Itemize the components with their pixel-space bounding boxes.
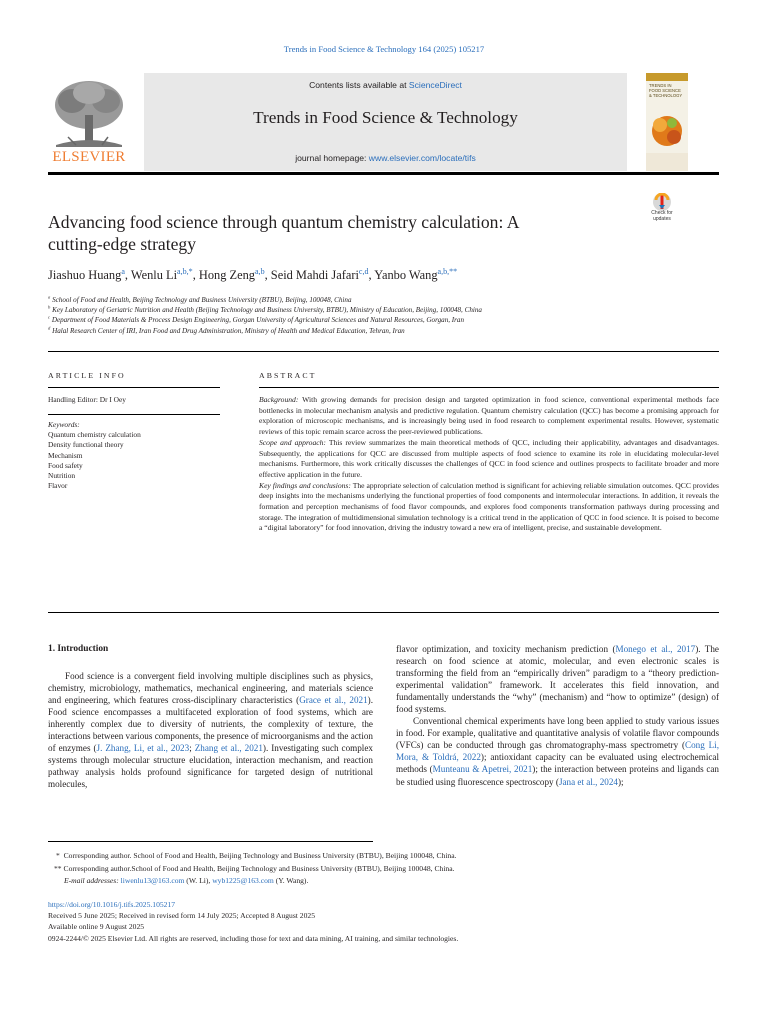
footnote-corr2-text: Corresponding author.School of Food and Health, Beijing Technology and Business University (BTBU), Beijing 100048, China. (63, 863, 455, 873)
keyword-list (48, 430, 220, 491)
body-text: Conventional chemical experiments have long been applied to study various issues in food. For example, qualitative and quantitative analysis of volatile flavor compounds (VFCs) can be conducted through gas chromatography-mass spectrometry ( (396, 716, 719, 751)
affiliation-row (48, 305, 668, 315)
received-dates: Received 5 June 2025; Received in revised form 14 July 2025; Accepted 8 August 2025 (48, 911, 315, 921)
intro-paragraph-2 (396, 715, 719, 787)
affiliation-sup: d (48, 325, 51, 331)
available-online: Available online 9 August 2025 (48, 922, 145, 932)
affiliation-row (48, 295, 668, 305)
doi-link[interactable]: https://doi.org/10.1016/j.tifs.2025.105217 (48, 900, 176, 909)
citation-link[interactable]: Cong Li, Mora, & Toldrá, 2022 (396, 740, 719, 763)
author-affiliation-sup[interactable]: a,b (254, 266, 265, 276)
body-text: ); antioxidant capacity can be evaluated using electrochemical methods ( (396, 752, 719, 775)
header-rule (48, 172, 719, 175)
email-who-1: (W. Li), (184, 876, 213, 885)
keywords-block (48, 420, 220, 491)
author-separator: , (124, 268, 131, 282)
footnote-double-star: ** (54, 863, 64, 873)
author-name[interactable]: Hong Zeng (198, 268, 255, 282)
citation-link[interactable]: Jana et al., 2024 (558, 776, 618, 787)
author-affiliation-sup[interactable]: a,b,* (177, 266, 193, 276)
footnote-rule (48, 841, 373, 842)
affiliation-rule (48, 351, 719, 352)
journal-title: Trends in Food Science & Technology (253, 108, 518, 127)
citation-link[interactable]: Monego et al., 2017 (615, 644, 696, 654)
abstract-body (259, 395, 719, 534)
article-info-rule (48, 387, 220, 388)
publication-info (48, 899, 738, 944)
journal-homepage (144, 153, 627, 163)
affiliation-text: Department of Food Materials & Process Design Engineering, Gorgan University of Agricultural Sciences and Natural Resources, Gorgan, Iran (50, 316, 464, 325)
affiliation-list (48, 295, 668, 336)
intro-left-column (48, 670, 373, 790)
affiliation-row (48, 315, 668, 325)
affiliation-sup: c (48, 315, 51, 321)
keyword-item: Flavor (48, 481, 68, 491)
footnote-corr1-text: Corresponding author. School of Food and Health, Beijing Technology and Business University (BTBU), Beijing 100048, China. (63, 851, 457, 860)
crossmark-line2: updates (653, 215, 671, 222)
crossmark-label[interactable] (645, 211, 679, 222)
homepage-prefix: journal homepage: (295, 153, 369, 163)
abstract-rule (259, 387, 719, 388)
footnote-corr2 (48, 863, 738, 876)
abstract-section-label: Key findings and conclusions: (259, 480, 351, 490)
citation-link[interactable]: Grace et al., 2021 (299, 695, 368, 706)
author-affiliation-sup[interactable]: a (121, 266, 125, 276)
body-text: flavor optimization, and toxicity mechanism prediction ( (396, 644, 616, 654)
body-text: ; (189, 743, 195, 754)
author-separator: , (264, 268, 271, 282)
affiliation-text: Key Laboratory of Geriatric Nutrition and Health (Beijing Technology and Business University, BTBU), Ministry of Education, Beijing, 100048, China (50, 306, 482, 315)
affiliation-text: School of Food and Health, Beijing Technology and Business University (BTBU), Beijing, 100048, China (50, 296, 352, 304)
abstract-section-label: Background: (259, 395, 299, 404)
footnote-corr1 (48, 850, 738, 863)
contents-line (144, 80, 627, 90)
article-title (48, 211, 618, 255)
email-link-1[interactable]: liwenlu13@163.com (120, 876, 185, 885)
running-header[interactable]: Trends in Food Science & Technology 164 (2025) 105217 (283, 44, 485, 54)
cover-title-line1: TRENDS IN (649, 83, 672, 88)
affiliation-text: Halal Research Center of IRI, Iran Food and Drug Administration, Ministry of Health and Medical Education, Tehran, Iran (50, 326, 405, 335)
abstract-section-text: The appropriate selection of calculation method is significant for achieving reliable simulation outcomes. QCC provides deep insights into the mechanisms underlying the functional properties of food components and intermolecular interactions. In addition, it reveals the formation and perception mechanisms of food flavor compounds, and explores food components transformation pathways during processing and storage. The integration of multidimensional simulation technology is a critical trend in the application of QCC in food science. It is poised to become a “digital laboratory” for food innovation, driving the industry toward a new era of intelligent, precise, and sustainable development. (259, 480, 719, 533)
abstract-section (259, 395, 719, 438)
abstract-section (259, 438, 719, 481)
author-name[interactable]: Jiashuo Huang (48, 268, 122, 282)
intro-paragraph-1-cont (396, 643, 719, 715)
author-name[interactable]: Wenlu Li (130, 268, 178, 282)
citation-link[interactable]: Munteanu & Apetrei, 2021 (432, 764, 533, 775)
intro-right-column (396, 643, 719, 788)
copyright: 0924-2244/© 2025 Elsevier Ltd. All rights are reserved, including those for text and data mining, AI training, and similar technologies. (48, 933, 459, 943)
body-text: Food science is a convergent field involving multiple disciplines such as physics, chemistry, microbiology, mathematics, mechanical engineering, and materials science and engineering, which features cross-disciplinary characteristics ( (48, 671, 373, 706)
author-affiliation-sup[interactable]: a,b,** (437, 266, 458, 276)
abstract-section (259, 481, 719, 535)
email-link-2[interactable]: wyb1225@163.com (212, 876, 274, 885)
footnote-emails (48, 875, 738, 888)
body-text: ). Food science encompasses a multifaceted exploration of food systems, which are inherently complex due to diversity of nutrients, the complexity of texture, the interactions between various components, the presence of microorganisms and the action of enzymes ( (48, 695, 373, 754)
author-separator: , (192, 268, 199, 282)
section-heading-introduction: 1. Introduction (48, 644, 109, 654)
affiliation-sup: a (48, 294, 51, 300)
article-info-heading: ARTICLE INFO (48, 371, 126, 380)
author-affiliation-sup[interactable]: c,d (358, 266, 369, 276)
citation-link[interactable]: J. Zhang, Li, et al., 2023 (96, 743, 190, 754)
cover-title-line3: & TECHNOLOGY (649, 93, 683, 98)
author-name[interactable]: Yanbo Wang (374, 268, 438, 282)
keyword-item: Mechanism (48, 450, 83, 460)
abstract-section-text: With growing demands for precision design and targeted optimization in food science, conventional experimental methods face bottlenecks in molecular mechanism analysis and predictive regulation. Quantum chemistry calculation (QCC) has become a promising approach for exploration of microscopic mechanisms, and is increasingly being used in food research to complement experimental results. However, systematic reviews of this topic remain scarce across the peer-reviewed publications. (259, 395, 719, 437)
footnotes (48, 850, 738, 888)
keywords-label: Keywords: (48, 420, 80, 429)
keyword-item: Quantum chemistry calculation (48, 430, 141, 440)
sciencedirect-link[interactable]: ScienceDirect (408, 80, 462, 90)
footnote-star: * (56, 851, 64, 860)
journal-cover-image[interactable] (646, 73, 688, 171)
body-text: ); the interaction between proteins and ligands can be studied using fluorescence spectroscopy ( (396, 764, 719, 787)
affiliation-sup: b (48, 304, 51, 310)
abstract-section-label: Scope and approach: (259, 437, 326, 447)
body-text: ). The research on food science at atomic, molecular, and even electronic scales is transforming the field from an “empirically driven” paradigm to a “theory prediction-experimental validation” framework. It accelerates this field innovation, and fundamentally understands the “why” (mechanism) and “how to optimize” (design) of food systems. (396, 644, 719, 715)
author-list (48, 268, 648, 283)
body-text: ). Investigating such complex systems through molecular structure elucidation, interaction mechanism, and reaction pathway analysis holds profound significance for targeted design of nutritional molecules, (48, 743, 373, 790)
email-who-2: (Y. Wang). (273, 876, 309, 885)
intro-paragraph-1 (48, 670, 373, 790)
email-label: E-mail addresses: (64, 876, 119, 885)
handling-editor-rule (48, 414, 220, 415)
contents-prefix: Contents lists available at (309, 80, 409, 90)
keyword-item: Nutrition (48, 471, 76, 481)
author-separator: , (368, 268, 375, 282)
handling-editor: Handling Editor: Dr I Oey (48, 395, 126, 404)
keyword-item: Food safety (48, 460, 83, 470)
cover-title-line2: FOOD SCIENCE (649, 88, 681, 93)
homepage-link[interactable]: www.elsevier.com/locate/tifs (368, 153, 476, 163)
elsevier-wordmark: ELSEVIER (52, 149, 126, 165)
citation-link[interactable]: Zhang et al., 2021 (194, 743, 263, 754)
abstract-end-rule (48, 612, 719, 613)
abstract-heading: ABSTRACT (259, 371, 317, 380)
keyword-item: Density functional theory (48, 440, 124, 450)
crossmark-line1: Check for (651, 210, 673, 216)
title-line2: cutting-edge strategy (48, 234, 197, 254)
abstract-section-text: This review summarizes the main theoretical methods of QCC, including their applicability, advantages and disadvantages. Subsequently, the applications for QCC are discussed from multiple aspects of food science to examine its role in elucidating molecular-level mechanisms. Furthermore, this work critically discusses the challenges of QCC in food science and outlines prospects to facilitate broader and more effective application in the future. (259, 437, 719, 479)
body-text: ); (617, 776, 624, 787)
author-name[interactable]: Seid Mahdi Jafari (270, 268, 359, 282)
title-line1: Advancing food science through quantum chemistry calculation: A (48, 212, 520, 232)
affiliation-row (48, 326, 668, 336)
